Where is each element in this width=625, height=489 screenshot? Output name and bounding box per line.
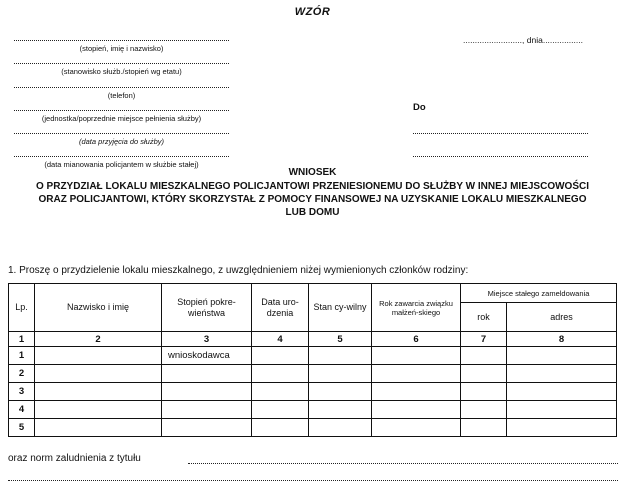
relationship-cell[interactable] [162,383,252,401]
document-subtitle: O PRZYDZIAŁ LOKALU MIESZKALNEGO POLICJANTOWI PRZENIESIONEMU DO SŁUŻBY W INNEJ MIEJSCOWOŚCI ORAZ POLICJANTOWI, KTÓRY SKORZYSTAŁ Z POMOCY FINANSOWEJ NA UZYSKANIE LOKALU MIESZKALNEGO LUB DOMU [36,181,589,218]
birthdate-cell[interactable] [252,365,309,383]
phone-caption: (telefon) [107,91,136,100]
rank-name-caption: (stopień, imię i nazwisko) [79,44,164,53]
header-relationship: Stopień pokre-wieństwa [162,284,252,332]
marital-cell[interactable] [309,419,372,437]
document-title: WNIOSEK [288,167,337,178]
name-cell[interactable] [35,419,162,437]
residence-year-cell[interactable] [461,347,507,365]
row-lp: 1 [9,347,35,365]
col-number: 7 [461,332,507,347]
marital-cell[interactable] [309,365,372,383]
addressee-label: Do [413,102,426,113]
col-number: 6 [372,332,461,347]
col-number: 8 [507,332,617,347]
marital-cell[interactable] [309,347,372,365]
marriage-year-cell[interactable] [372,401,461,419]
phone-line[interactable] [14,87,229,88]
residence-address-cell[interactable] [507,419,617,437]
appointment-line[interactable] [14,156,229,157]
col-number: 5 [309,332,372,347]
rank-name-line[interactable] [14,40,229,41]
col-number: 4 [252,332,309,347]
name-cell[interactable] [35,383,162,401]
residence-address-cell[interactable] [507,401,617,419]
residence-year-cell[interactable] [461,401,507,419]
header-residence: Miejsce stałego zameldowania [461,284,617,303]
marital-cell[interactable] [309,401,372,419]
paragraph-1: 1. Proszę o przydzielenie lokalu mieszkalnego, z uwzględnieniem niżej wymienionych członków rodziny: [8,265,469,276]
relationship-cell[interactable] [162,419,252,437]
template-label: WZÓR [294,6,331,18]
residence-year-cell[interactable] [461,365,507,383]
housing-norm-line[interactable] [188,463,618,464]
birthdate-cell[interactable] [252,419,309,437]
residence-year-cell[interactable] [461,419,507,437]
header-marriage-year: Rok zawarcia związku małżeń-skiego [372,284,461,332]
header-marital-status: Stan cy-wilny [309,284,372,332]
birthdate-cell[interactable] [252,347,309,365]
position-caption: (stanowisko służb./stopień wg etatu) [61,67,182,76]
header-lp: Lp. [9,284,35,332]
unit-caption: (jednostka/poprzednie miejsce pełnienia służby) [41,114,202,123]
marriage-year-cell[interactable] [372,383,461,401]
position-line[interactable] [14,63,229,64]
date-field[interactable]: ........................., dnia................. [463,35,583,45]
unit-line[interactable] [14,110,229,111]
header-birthdate: Data uro-dzenia [252,284,309,332]
birthdate-cell[interactable] [252,401,309,419]
relationship-cell[interactable] [162,365,252,383]
residence-year-cell[interactable] [461,383,507,401]
addressee-line-1[interactable] [413,133,588,134]
marriage-year-cell[interactable] [372,365,461,383]
residence-address-cell[interactable] [507,365,617,383]
housing-norm-line-2[interactable] [8,480,618,481]
marriage-year-cell[interactable] [372,347,461,365]
relationship-cell[interactable] [162,401,252,419]
service-start-caption: (data przyjęcia do służby) [78,137,165,146]
header-name: Nazwisko i imię [35,284,162,332]
name-cell[interactable] [35,347,162,365]
row-lp: 3 [9,383,35,401]
birthdate-cell[interactable] [252,383,309,401]
service-start-line[interactable] [14,133,229,134]
row-lp: 2 [9,365,35,383]
family-members-table [8,283,617,437]
table-row [9,347,617,365]
name-cell[interactable] [35,365,162,383]
appointment-caption: (data mianowania policjantem w służbie stałej) [44,160,199,169]
housing-norm-label: oraz norm zaludnienia z tytułu [8,453,141,464]
row-lp: 4 [9,401,35,419]
col-number: 1 [9,332,35,347]
marriage-year-cell[interactable] [372,419,461,437]
relationship-cell[interactable]: wnioskodawca [162,347,252,365]
table-row [9,383,617,401]
table-row [9,401,617,419]
header-residence-year: rok [461,303,507,332]
col-number: 2 [35,332,162,347]
residence-address-cell[interactable] [507,383,617,401]
header-residence-address: adres [507,303,617,332]
addressee-line-2[interactable] [413,156,588,157]
table-row [9,365,617,383]
residence-address-cell[interactable] [507,347,617,365]
marital-cell[interactable] [309,383,372,401]
name-cell[interactable] [35,401,162,419]
table-row [9,419,617,437]
row-lp: 5 [9,419,35,437]
col-number: 3 [162,332,252,347]
